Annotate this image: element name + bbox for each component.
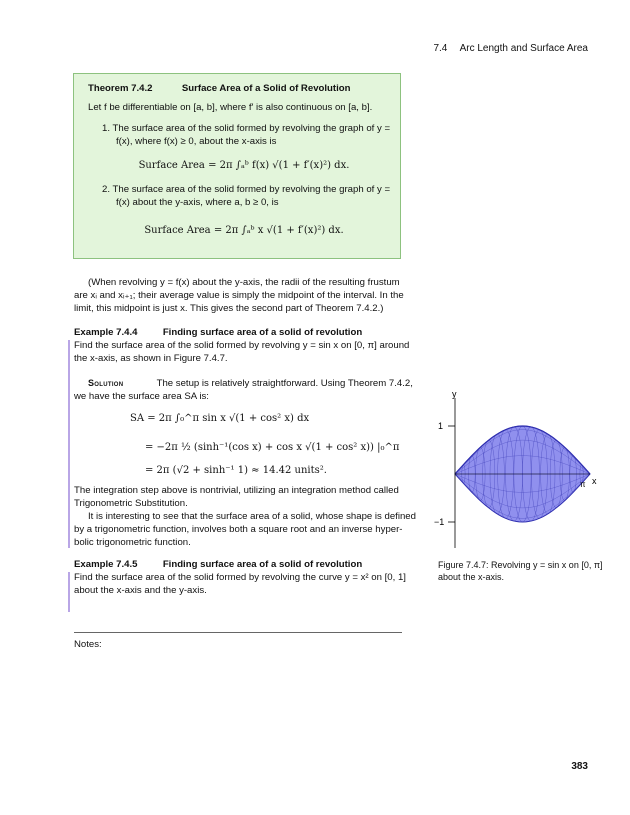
x-axis-label: x — [592, 476, 597, 486]
theorem-number: Theorem 7.4.2 — [88, 83, 153, 94]
example-margin-bar — [68, 572, 70, 612]
solution-block — [74, 377, 413, 404]
example-7-4-4 — [74, 327, 410, 366]
solution-label: Solution — [88, 378, 124, 388]
paragraph-line: limit, this midpoint is just x. This gives the second part of Theorem 7.4.2.) — [74, 302, 384, 314]
equation-line-3: = 2π (√2 + sinh⁻¹ 1) ≈ 14.42 units². — [145, 465, 327, 476]
solution-line-1 — [74, 377, 413, 391]
y-tick-label-1: 1 — [438, 421, 444, 431]
discussion-line: by a trigonometric function, involves both a square root and an inverse hyper- — [74, 523, 403, 535]
header-section-number: 7.4 — [433, 43, 448, 54]
theorem-item-1-line-2: f(x), where f(x) ≥ 0, about the x-axis is — [116, 135, 277, 147]
theorem-box — [73, 73, 401, 259]
example-statement-line: Find the surface area of the solid formed by revolving the curve y = x² on [0, 1] — [74, 571, 406, 583]
notes-divider — [74, 632, 402, 633]
x-tick-label-pi: π — [580, 480, 586, 489]
example-title: Finding surface area of a solid of revolution — [162, 559, 363, 570]
theorem-item-2-line-2: f(x) about the y-axis, where a, b ≥ 0, is — [116, 197, 279, 209]
figure-caption — [438, 559, 603, 583]
figure-solid-of-revolution — [430, 388, 600, 553]
paragraph-frustum — [74, 277, 404, 316]
y-tick-label-neg1: −1 — [434, 517, 445, 527]
example-title: Finding surface area of a solid of revolution — [162, 327, 363, 338]
discussion-line: The integration step above is nontrivial, utilizing an integration method called — [74, 485, 399, 496]
theorem-heading — [88, 83, 386, 96]
theorem-item-2-line-1: 2. The surface area of the solid formed by revolving the graph of y = — [102, 184, 391, 196]
example-heading — [74, 559, 404, 572]
example-statement-line: about the x-axis and the y-axis. — [74, 584, 207, 596]
page-number: 383 — [571, 761, 588, 772]
example-statement-line: the x-axis, as shown in Figure 7.4.7. — [74, 352, 228, 364]
theorem-title: Surface Area of a Solid of Revolution — [181, 83, 351, 94]
paragraph-line: (When revolving y = f(x) about the y-axis, the radii of the resulting frustum — [88, 277, 400, 288]
discussion-line: Trigonometric Substitution. — [74, 497, 188, 509]
equation-line-2: = −2π ½ (sinh⁻¹(cos x) + cos x √(1 + cos² x)) |₀^π — [145, 442, 400, 453]
solution-text: The setup is relatively straightforward. Using Theorem 7.4.2, — [156, 378, 413, 389]
example-margin-bar — [68, 340, 70, 548]
theorem-item-1-line-1: 1. The surface area of the solid formed by revolving the graph of y = — [102, 122, 391, 134]
caption-line-2: about the x-axis. — [438, 572, 505, 583]
solution-line-2: we have the surface area SA is: — [74, 390, 209, 402]
example-label: Example 7.4.4 — [74, 327, 138, 338]
theorem-intro: Let f be differentiable on [a, b], where f′ is also continuous on [a, b]. — [88, 101, 373, 113]
example-statement-line: Find the surface area of the solid formed by revolving y = sin x on [0, π] around — [74, 339, 410, 351]
y-axis-label: y — [452, 389, 457, 399]
example-7-4-5 — [74, 559, 404, 598]
example-discussion — [74, 485, 416, 550]
discussion-line: bolic trigonometric function. — [74, 536, 191, 548]
paragraph-line: are xᵢ and xᵢ₊₁; their average value is simply the midpoint of the interval. In the — [74, 289, 404, 301]
equation-line-1: SA = 2π ∫₀^π sin x √(1 + cos² x) dx — [130, 413, 310, 424]
header-title: Arc Length and Surface Area — [459, 43, 588, 54]
caption-line-1: Figure 7.4.7: Revolving y = sin x on [0, π] — [438, 560, 603, 570]
running-header — [433, 42, 588, 56]
example-label: Example 7.4.5 — [74, 559, 138, 570]
notes-label: Notes: — [74, 639, 102, 650]
theorem-item-2 — [88, 184, 391, 237]
theorem-item-1 — [88, 122, 391, 172]
theorem-formula-2: Surface Area = 2π ∫ₐᵇ x √(1 + f′(x)²) dx. — [144, 225, 344, 237]
example-heading — [74, 327, 404, 340]
theorem-formula-1: Surface Area = 2π ∫ₐᵇ f(x) √(1 + f′(x)²) dx. — [138, 159, 350, 171]
discussion-line: It is interesting to see that the surface area of a solid, whose shape is defined — [88, 510, 416, 522]
